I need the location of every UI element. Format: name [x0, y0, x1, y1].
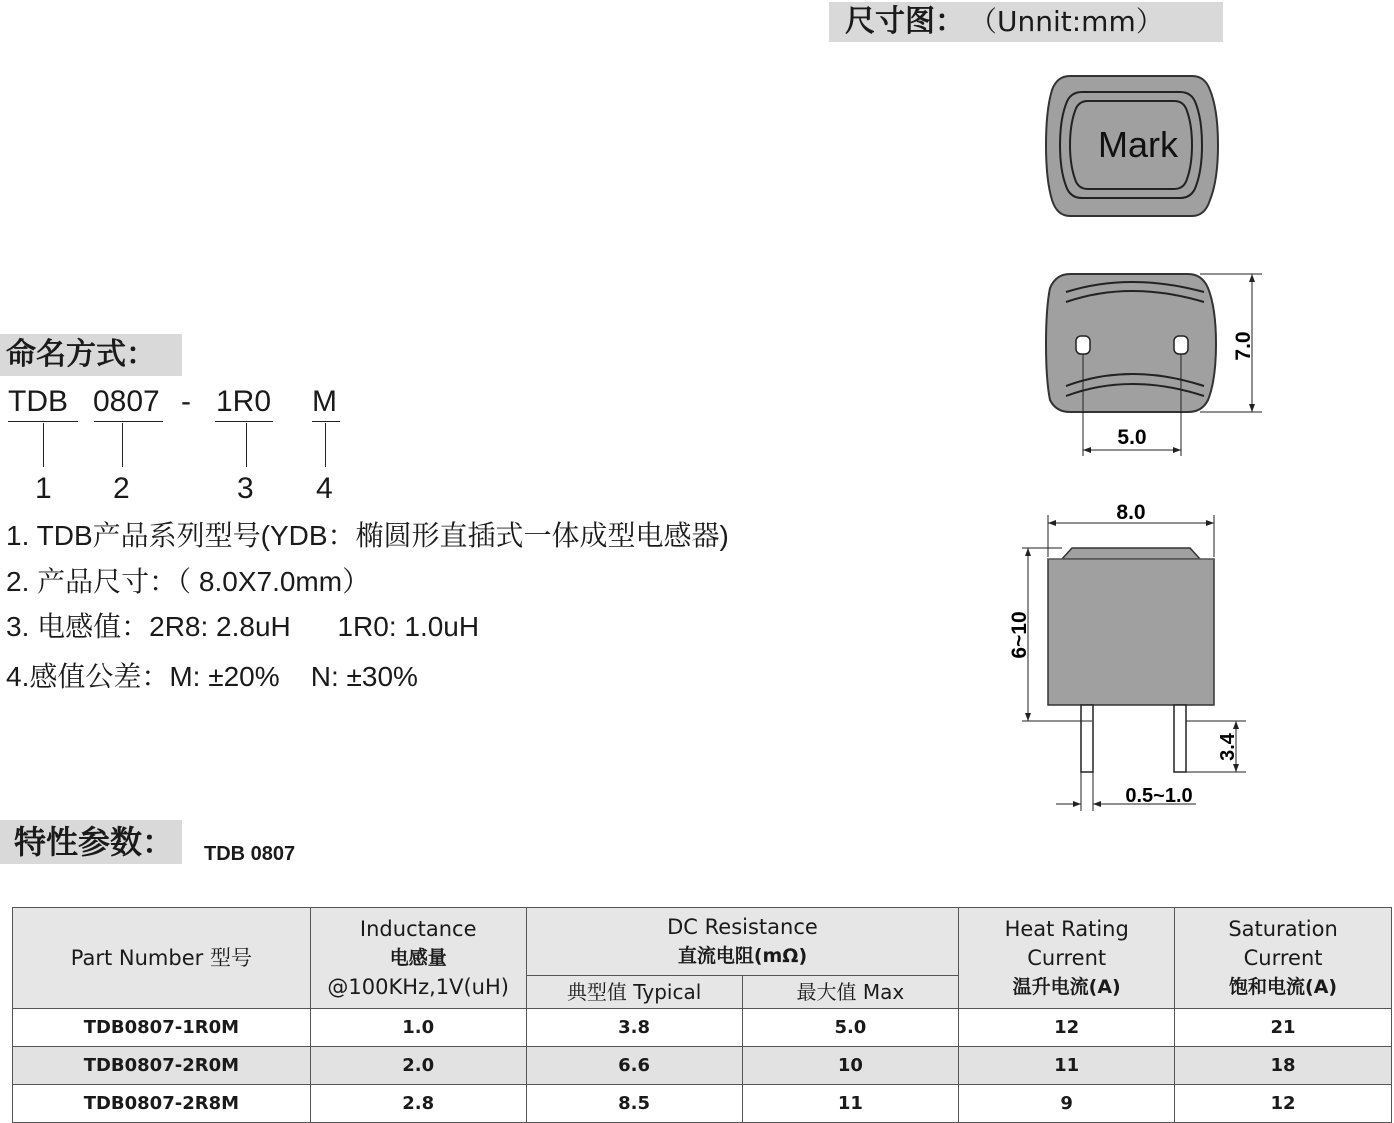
- segment-tolerance: M: [312, 385, 337, 418]
- header-sat-en1: Saturation: [1228, 916, 1338, 941]
- leader-2: [122, 423, 123, 467]
- cell-inductance: 2.0: [310, 1047, 526, 1085]
- naming-desc-4: 4.感值公差：M: ±20% N: ±30%: [6, 661, 418, 692]
- cell-dcr-max: 11: [742, 1085, 959, 1123]
- dim-pin-pitch: 5.0: [1117, 426, 1147, 449]
- header-dcr-max: 最大值 Max: [742, 976, 959, 1009]
- table-row: [13, 1009, 1392, 1047]
- dim-height: 7.0: [1232, 331, 1255, 361]
- index-3: 3: [237, 472, 254, 505]
- header-inductance-zh: 电感量: [389, 946, 447, 969]
- series-label: TDB 0807: [204, 843, 296, 865]
- dim-pin-diameter: 0.5~1.0: [1125, 785, 1193, 807]
- cell-dcr-typical: 3.8: [526, 1009, 742, 1047]
- header-heat-en2: Current: [1027, 945, 1107, 970]
- header-dcr-en: DC Resistance: [667, 914, 818, 939]
- top-view-drawing: [1040, 70, 1225, 225]
- params-header: 特性参数：: [0, 820, 182, 864]
- underline-1: [8, 421, 78, 422]
- header-inductance-en: Inductance: [359, 916, 477, 941]
- unit-label: （Unnit:mm）: [983, 5, 1164, 38]
- underline-4: [312, 421, 340, 422]
- index-2: 2: [113, 472, 130, 505]
- leader-4: [325, 423, 326, 467]
- dim-width: 8.0: [1116, 501, 1146, 524]
- segment-dash: -: [181, 385, 191, 418]
- cell-heat-current: 9: [959, 1085, 1175, 1123]
- underline-3: [215, 421, 273, 422]
- header-inductance: [310, 908, 526, 1009]
- mark-label: Mark: [1098, 124, 1178, 165]
- header-sat-current: [1175, 908, 1392, 1009]
- spec-table: [12, 907, 1392, 1123]
- header-dcr-zh: 直流电阻(mΩ): [677, 944, 808, 967]
- cell-dcr-typical: 6.6: [526, 1047, 742, 1085]
- leader-3: [246, 423, 247, 467]
- naming-desc-3: 3. 电感值：2R8: 2.8uH 1R0: 1.0uH: [6, 611, 480, 642]
- header-sat-zh: 饱和电流(A): [1229, 975, 1338, 998]
- index-4: 4: [316, 472, 333, 505]
- cell-dcr-max: 5.0: [742, 1009, 959, 1047]
- naming-desc-2: 2. 产品尺寸：（ 8.0X7.0mm）: [6, 566, 371, 597]
- side-view-drawing: [1000, 495, 1260, 815]
- index-1: 1: [35, 472, 52, 505]
- cell-sat-current: 12: [1175, 1085, 1392, 1123]
- header-heat-current: [959, 908, 1175, 1009]
- cell-part-number: TDB0807-2R8M: [13, 1085, 311, 1123]
- underline-2: [94, 421, 163, 422]
- dimension-title: 尺寸图：: [845, 4, 965, 39]
- cell-inductance: 2.8: [310, 1085, 526, 1123]
- segment-series: TDB: [8, 385, 68, 418]
- cell-heat-current: 11: [959, 1047, 1175, 1085]
- cell-heat-current: 12: [959, 1009, 1175, 1047]
- bottom-view-drawing: [1040, 262, 1280, 462]
- header-dcr: [526, 908, 959, 976]
- header-sat-en2: Current: [1243, 945, 1323, 970]
- header-dcr-typical: 典型值 Typical: [526, 976, 742, 1009]
- dim-body-height: 6~10: [1008, 611, 1031, 659]
- dim-pin-length: 3.4: [1217, 733, 1239, 761]
- header-heat-zh: 温升电流(A): [1012, 975, 1121, 998]
- cell-part-number: TDB0807-1R0M: [13, 1009, 311, 1047]
- segment-inductance: 1R0: [216, 385, 272, 418]
- header-part-number: Part Number 型号: [13, 908, 311, 1009]
- naming-header: 命名方式：: [0, 334, 182, 376]
- header-heat-en1: Heat Rating: [1004, 916, 1129, 941]
- header-inductance-cond: @100KHz,1V(uH): [327, 974, 509, 999]
- table-row: [13, 1085, 1392, 1123]
- segment-size: 0807: [93, 385, 160, 418]
- cell-sat-current: 21: [1175, 1009, 1392, 1047]
- cell-dcr-max: 10: [742, 1047, 959, 1085]
- dimension-header: [829, 2, 1223, 42]
- cell-inductance: 1.0: [310, 1009, 526, 1047]
- table-row: [13, 1047, 1392, 1085]
- naming-desc-1: 1. TDB产品系列型号(YDB：椭圆形直插式一体成型电感器): [6, 520, 729, 551]
- cell-part-number: TDB0807-2R0M: [13, 1047, 311, 1085]
- leader-1: [43, 423, 44, 467]
- cell-sat-current: 18: [1175, 1047, 1392, 1085]
- cell-dcr-typical: 8.5: [526, 1085, 742, 1123]
